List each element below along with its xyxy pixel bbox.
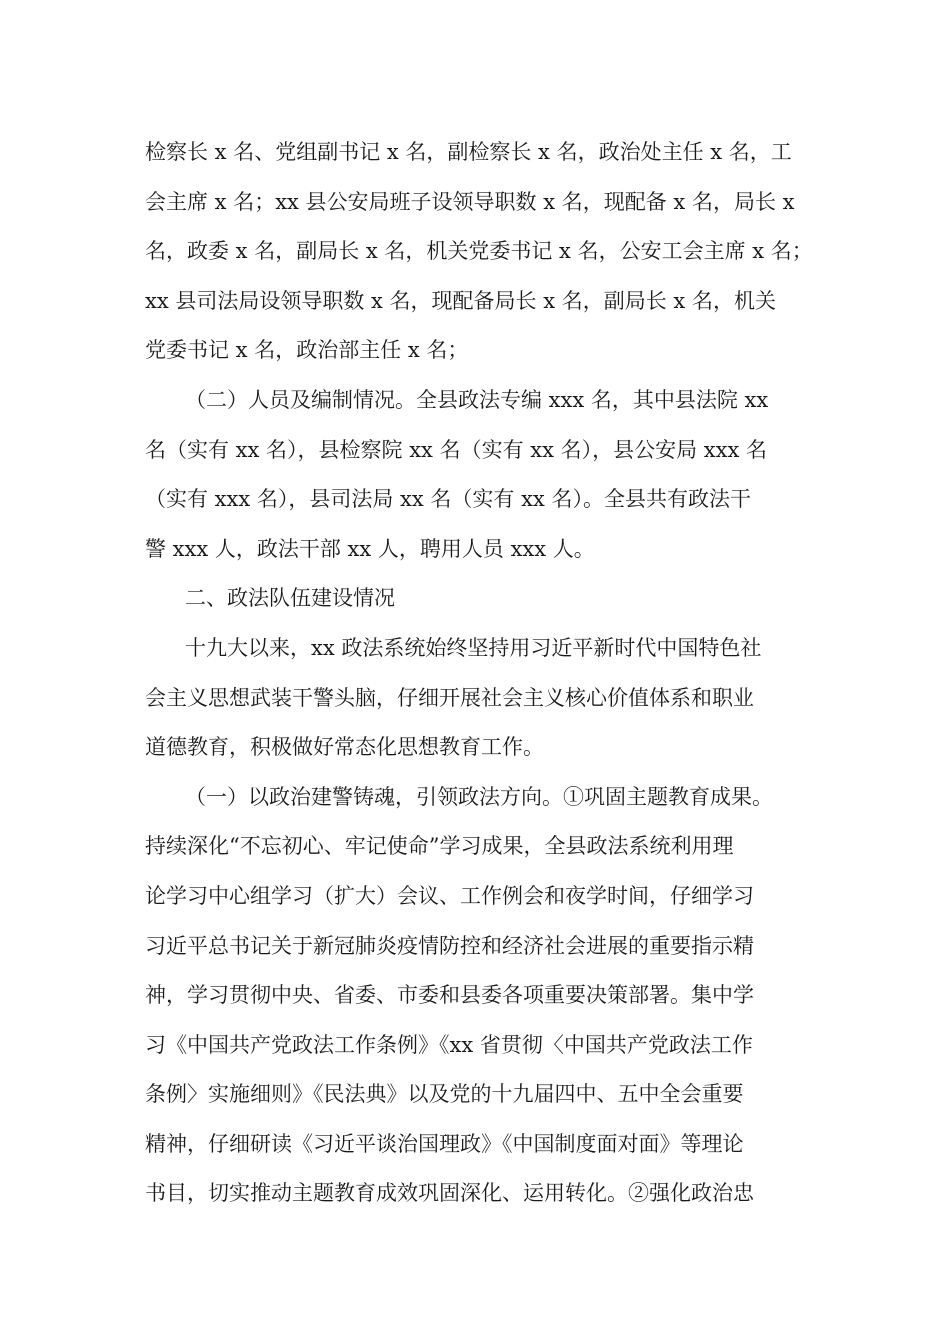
body-line: 书目，切实推动主题教育成效巩固深化、运用转化。②强化政治忠 [145,1181,754,1206]
body-line: 检察长 x 名、党组副书记 x 名，副检察长 x 名，政治处主任 x 名，工 [145,140,792,164]
body-line: 名，政委 x 名，副局长 x 名，机关党委书记 x 名，公安工会主席 x 名； [145,239,813,264]
paragraph-start-line: （二）人员及编制情况。全县政法专编 xxx 名，其中县法院 xx [185,387,769,412]
body-line: 会主义思想武装干警头脑，仔细开展社会主义核心价值体系和职业 [145,685,754,710]
body-line: xx 县司法局设领导职数 x 名，现配备局长 x 名，副局长 x 名，机关 [145,288,776,313]
body-line: 党委书记 x 名，政治部主任 x 名； [145,338,469,363]
body-line: 神，学习贯彻中央、省委、市委和县委各项重要决策部署。集中学 [145,983,754,1008]
body-line: 精神，仔细研读《习近平谈治国理政》《中国制度面对面》等理论 [145,1131,744,1156]
body-line: 名（实有 xx 名），县检察院 xx 名（实有 xx 名），县公安局 xxx 名 [145,437,767,462]
body-line: 会主席 x 名；xx 县公安局班子设领导职数 x 名，现配备 x 名，局长 x [145,189,795,214]
body-line: 习《中国共产党政法工作条例》《xx 省贯彻〈中国共产党政法工作 [145,1032,753,1057]
section-heading: 二、政法队伍建设情况 [185,586,395,611]
body-line: 条例〉实施细则》《民法典》以及党的十九届四中、五中全会重要 [145,1082,744,1107]
document-body [145,132,825,1223]
body-line: 道德教育，积极做好常态化思想教育工作。 [145,735,544,760]
body-line: （实有 xxx 名），县司法局 xx 名（实有 xx 名）。全县共有政法干 [145,487,751,512]
paragraph-start-line: （一）以政治建警铸魂，引领政法方向。①巩固主题教育成果。 [185,784,773,809]
paragraph-start-line: 十九大以来，xx 政法系统始终坚持用习近平新时代中国特色社 [185,635,762,660]
body-line: 习近平总书记关于新冠肺炎疫情防控和经济社会进展的重要指示精 [145,933,754,958]
body-line: 警 xxx 人，政法干部 xx 人，聘用人员 xxx 人。 [145,536,595,561]
body-line: 论学习中心组学习（扩大）会议、工作例会和夜学时间，仔细学习 [145,883,754,908]
body-line: 持续深化“不忘初心、牢记使命”学习成果，全县政法系统利用理 [145,834,734,859]
